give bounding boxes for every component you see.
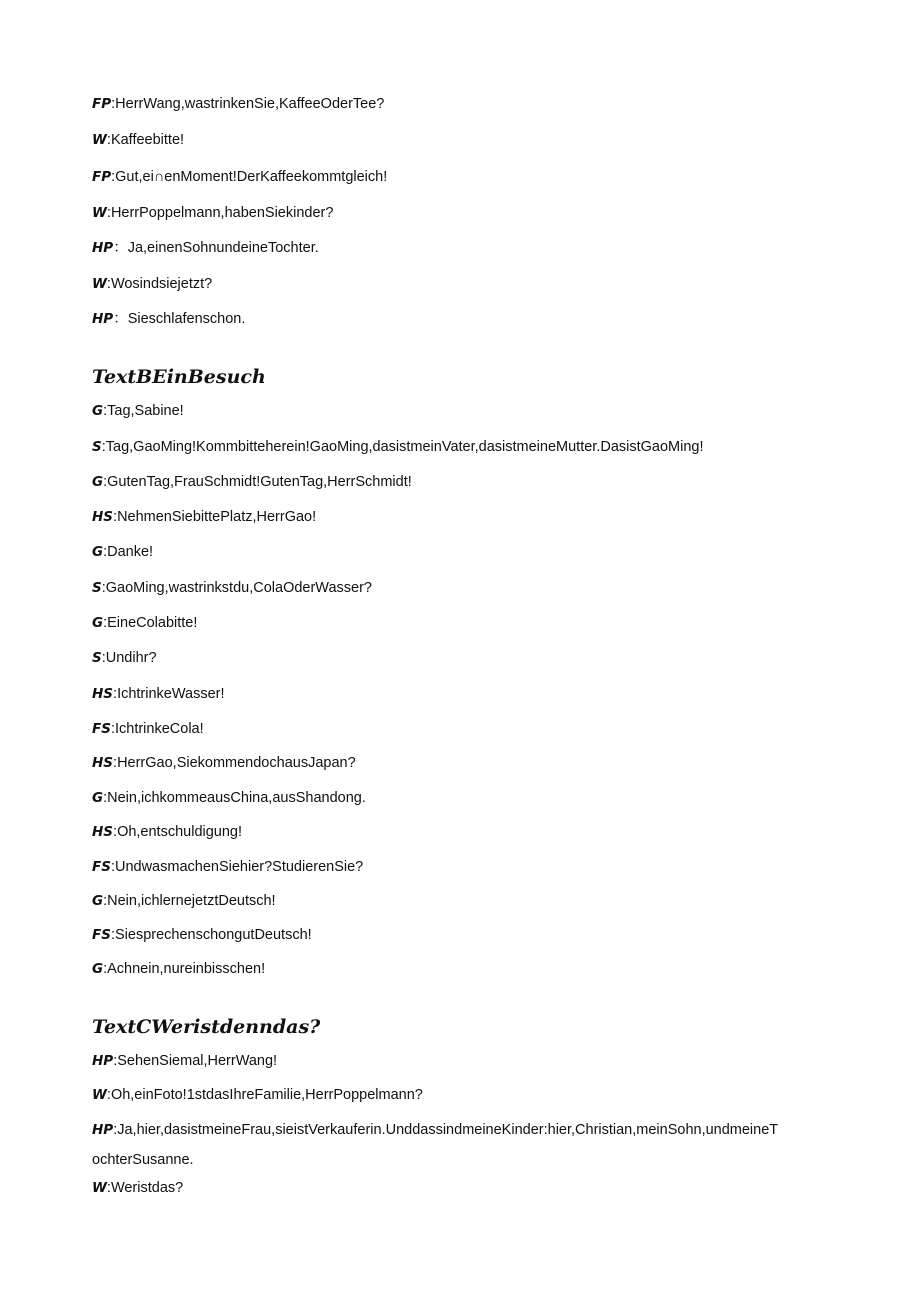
dialogue-text: IchtrinkeCola!: [114, 721, 204, 737]
speaker-label: G: [92, 893, 104, 909]
speaker-label: S: [92, 650, 102, 666]
dialogue-text: Achnein,nureinbisschen!: [107, 961, 266, 977]
dialogue-text: Kaffeebitte!: [110, 132, 185, 148]
dialogue-line: G:Tag,Sabine!: [92, 403, 184, 419]
speaker-label: HS: [92, 509, 114, 525]
dialogue-text: Oh,einFoto!1stdasIhreFamilie,HerrPoppelmann?: [110, 1087, 423, 1103]
dialogue-text: Nein,ichlernejetztDeutsch!: [107, 893, 276, 909]
dialogue-line: S:GaoMing,wastrinkstdu,ColaOderWasser?: [92, 580, 372, 596]
dialogue-text: HerrGao,SiekommendochausJapan?: [117, 755, 356, 771]
dialogue-line: W:Weristdas?: [92, 1180, 184, 1196]
dialogue-text: Tag,Sabine!: [107, 403, 184, 419]
speaker-label: G: [92, 403, 104, 419]
dialogue-line: FS:UndwasmachenSiehier?StudierenSie?: [92, 859, 364, 875]
dialogue-text: GutenTag,FrauSchmidt!GutenTag,HerrSchmidt!: [107, 474, 412, 490]
speaker-label: HP: [92, 1122, 114, 1138]
section-heading-b: TextBEinBesuch: [92, 366, 266, 388]
dialogue-line: HS:NehmenSiebittePlatz,HerrGao!: [92, 509, 317, 525]
speaker-label: W: [92, 205, 107, 221]
dialogue-line: FP:HerrWang,wastrinkenSie,KaffeeOderTee?: [92, 96, 385, 112]
speaker-label: S: [92, 439, 102, 455]
dialogue-text: Oh,entschuldigung!: [117, 824, 243, 840]
dialogue-text: Ja,einenSohnundeineTochter.: [127, 240, 319, 256]
dialogue-text: Tag,GaoMing!Kommbitteherein!GaoMing,dasistmeinVater,dasistmeineMutter.DasistGaoMing!: [105, 439, 704, 455]
dialogue-line: FS:SiesprechenschongutDeutsch!: [92, 927, 312, 943]
speaker-label: HS: [92, 686, 114, 702]
dialogue-text: Danke!: [107, 544, 154, 560]
dialogue-text: Wosindsiejetzt?: [110, 276, 213, 292]
speaker-label: W: [92, 1180, 107, 1196]
dialogue-line: G:Danke!: [92, 544, 154, 560]
speaker-label: HS: [92, 755, 114, 771]
dialogue-line-continuation: [92, 1151, 194, 1169]
dialogue-line: G:EineColabitte!: [92, 615, 198, 631]
dialogue-line: FP:Gut,ei∩enMoment!DerKaffeekommtgleich!: [92, 169, 388, 185]
dialogue-text: UndwasmachenSiehier?StudierenSie?: [114, 859, 364, 875]
dialogue-text: SiesprechenschongutDeutsch!: [114, 927, 312, 943]
speaker-label: FS: [92, 721, 111, 737]
dialogue-text: HerrPoppelmann,habenSiekinder?: [110, 205, 334, 221]
dialogue-text: Ja,hier,dasistmeineFrau,sieistVerkauferin.UnddassindmeineKinder:hier,Christian,meinSohn,undmeineT: [117, 1122, 779, 1138]
dialogue-line: G:Achnein,nureinbisschen!: [92, 961, 266, 977]
dialogue-line: HP:Ja,hier,dasistmeineFrau,sieistVerkauferin.UnddassindmeineKinder:hier,Christian,meinSohn,undmeineT: [92, 1122, 779, 1138]
speaker-label: G: [92, 615, 104, 631]
dialogue-line: W:HerrPoppelmann,habenSiekinder?: [92, 205, 334, 221]
dialogue-text: Gut,ei∩enMoment!DerKaffeekommtgleich!: [115, 169, 388, 185]
speaker-label: G: [92, 790, 104, 806]
speaker-label: HP: [92, 311, 114, 327]
dialogue-line: W:Oh,einFoto!1stdasIhreFamilie,HerrPoppelmann?: [92, 1087, 423, 1103]
dialogue-line: HS:IchtrinkeWasser!: [92, 686, 225, 702]
speaker-label: FS: [92, 859, 111, 875]
speaker-label: W: [92, 276, 107, 292]
speaker-label: G: [92, 544, 104, 560]
dialogue-text: HerrWang,wastrinkenSie,KaffeeOderTee?: [115, 96, 385, 112]
dialogue-text: NehmenSiebittePlatz,HerrGao!: [117, 509, 317, 525]
dialogue-text: Weristdas?: [110, 1180, 184, 1196]
dialogue-line: FS:IchtrinkeCola!: [92, 721, 204, 737]
dialogue-line: HP：Sieschlafenschon.: [92, 311, 246, 327]
dialogue-line: G:Nein,ichkommeausChina,ausShandong.: [92, 790, 366, 806]
dialogue-text: ochterSusanne.: [92, 1152, 194, 1168]
dialogue-line: S:Undihr?: [92, 650, 157, 666]
speaker-label: HS: [92, 824, 114, 840]
speaker-label: W: [92, 132, 107, 148]
dialogue-line: G:Nein,ichlernejetztDeutsch!: [92, 893, 276, 909]
dialogue-line: W:Kaffeebitte!: [92, 132, 185, 148]
section-heading-c: TextCWeristdenndas?: [92, 1016, 321, 1038]
dialogue-text: Undihr?: [105, 650, 157, 666]
dialogue-text: EineColabitte!: [107, 615, 198, 631]
speaker-label: HP: [92, 240, 114, 256]
dialogue-line: HP:SehenSiemal,HerrWang!: [92, 1053, 278, 1069]
speaker-label: W: [92, 1087, 107, 1103]
dialogue-text: GaoMing,wastrinkstdu,ColaOderWasser?: [105, 580, 372, 596]
speaker-label: FS: [92, 927, 111, 943]
speaker-label: FP: [92, 169, 112, 185]
speaker-label: G: [92, 961, 104, 977]
dialogue-line: HS:Oh,entschuldigung!: [92, 824, 243, 840]
dialogue-text: Sieschlafenschon.: [127, 311, 246, 327]
dialogue-line: HS:HerrGao,SiekommendochausJapan?: [92, 755, 356, 771]
dialogue-text: Nein,ichkommeausChina,ausShandong.: [107, 790, 366, 806]
dialogue-line: S:Tag,GaoMing!Kommbitteherein!GaoMing,dasistmeinVater,dasistmeineMutter.DasistGaoMing!: [92, 439, 704, 455]
dialogue-text: SehenSiemal,HerrWang!: [117, 1053, 278, 1069]
dialogue-text: IchtrinkeWasser!: [117, 686, 225, 702]
dialogue-line: G:GutenTag,FrauSchmidt!GutenTag,HerrSchmidt!: [92, 474, 412, 490]
speaker-label: S: [92, 580, 102, 596]
dialogue-line: HP：Ja,einenSohnundeineTochter.: [92, 240, 319, 256]
dialogue-line: W:Wosindsiejetzt?: [92, 276, 213, 292]
speaker-label: G: [92, 474, 104, 490]
speaker-label: HP: [92, 1053, 114, 1069]
speaker-label: FP: [92, 96, 112, 112]
